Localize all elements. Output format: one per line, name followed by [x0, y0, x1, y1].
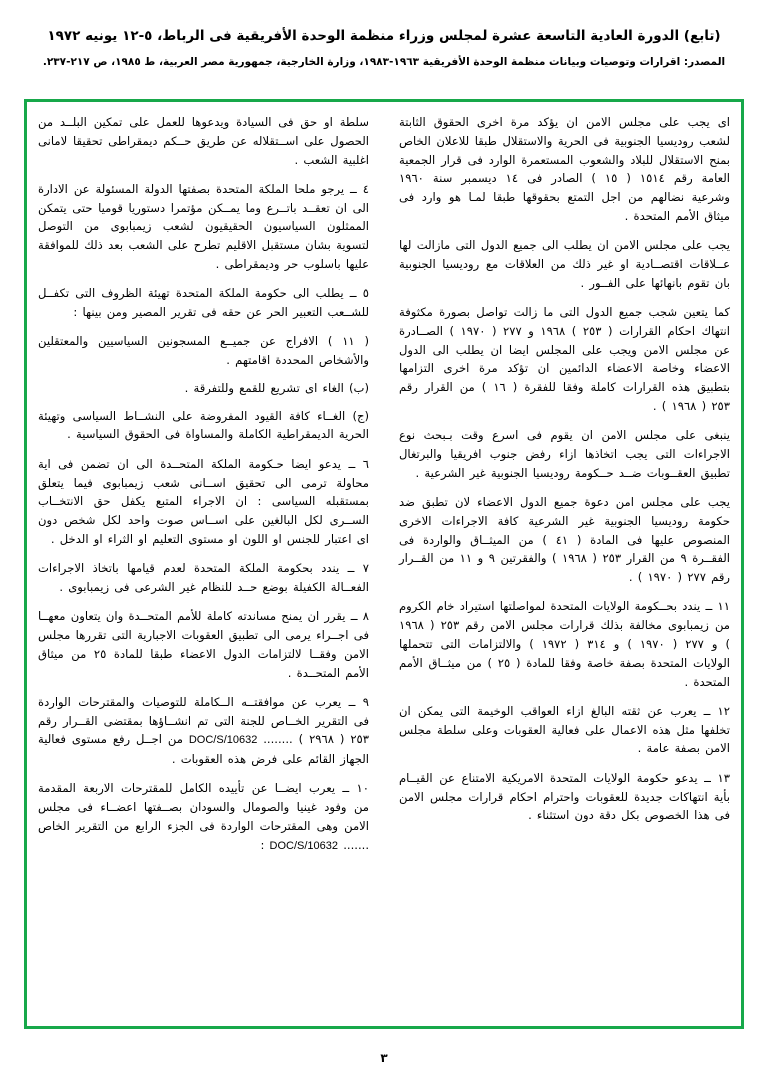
paragraph: ٥ ــ يطلب الى حكومة الملكة المتحدة تهيئة الظروف التى تكفــل للشــعب التعبير الحر عن حقه فى تقرير المصير ومن بينها :: [38, 286, 369, 320]
paragraph: (ب) الغاء اى تشريع للقمع وللتفرقة .: [184, 380, 369, 395]
page-number: ٣: [380, 1051, 388, 1065]
paragraph: اى يجب على مجلس الامن ان يؤكد مرة اخرى الحقوق الثابتة لشعب روديسيا الجنوبية فى الحرية والاستقلال طبقا للاعلان الخاص بمنح الاستقلال للبلاد والشعوب المستعمرة الوارد فى قرار الجمعية العامة رقم ١٥١٤ ( ١٥ ) الصادر فى ١٤ ديسمبر سنة ١٩٦٠ وشرعية نضالهم من اجل التمتع بحقوقها طبقا لمـا هو وارد فى ميثاق الأمم المتحدة .: [399, 115, 730, 223]
document-title: (تابع) الدورة العادية التاسعة عشرة لمجلس وزراء منظمة الوحدة الأفريقية فى الرباط، ٥-١٢ يونيه ١٩٧٢: [47, 28, 721, 44]
paragraph: ينبغى على مجلس الامن ان يقوم فى اسرع وقت بـبحث نوع الاجراءات التى يجب اتخاذها ازاء رفض جنوب افريقيا والبرتغال تطبيق العقــوبات ضــد حــكومة روديسيا الجنوبية غير الشرعية .: [399, 428, 730, 480]
paragraph: ٦ ــ يدعو ايضا حـكومة الملكة المتحــدة الى ان تضمن فى اية محاولة ترمى الى تحقيق اســانى شعب زيمبابوى فيما يتعلق بمستقبله السياسى : ان الاجراء المتبع يكفل حق الانتخــاب الســرى لكل البالغين على اســاس صوت واحد لكل شخص دون اى اعتبار للجنس او اللون او مستوى التعليم او الثراء او الدخل .: [38, 456, 369, 546]
paragraph: ١٢ ــ يعرب عن ثقته البالغ ازاء العواقب الوخيمة التى يمكن ان تخلفها مثل هذه الاعمال على فعالية العقوبات وعلى سلطة مجلس الامن بصفة عامة .: [399, 703, 730, 756]
paragraph: ٤ ــ يرجو ملحا الملكة المتحدة بصفتها الدولة المسئولة عن الادارة الى ان تعقــد باتــرع وما يمــكن مؤتمرا دستوريا قوميا حتى يتمكن الممثلون السياسيون الحقيقيون لشعب زيمبابوى من التوصل لتسوية بشان مستقبل الاقليم تطرح على الشعب بعد ذلك للموافقة عليها باسلوب حر وديمقراطى .: [38, 181, 369, 271]
paragraph: سلطة او حق فى السيادة ويدعوها للعمل على تمكين البلــد من الحصول على اســتقلاله عن طريق حــكم ديمقراطى تحقيقا لامانى اغلبية الشعب .: [38, 115, 369, 167]
page-header: [0, 0, 768, 71]
paragraph: يجب على مجلس امن دعوة جميع الدول الاعضاء لان تطبق ضد حكومة روديسيا الجنوبية غير الشرعية كافة الاجراءات الاخرى المنصوص عليها فى المادة ( ٤١ ) من الميثــاق والواردة فى الفقــرة ٩ من القرار ٢٥٣ ( ١٩٦٨ ) والفقرتين ٩ و ١١ من القــرار رقم ٢٧٧ ( ١٩٧٠ ) .: [399, 495, 730, 585]
paragraph: ١٣ ــ يدعو حكومة الولايات المتحدة الامريكية الامتناع عن القيــام بأية انتهاكات جديدة للعقوبات واحترام احكام قرارات مجلس الامن فى هذا الخصوص بكل دقة دون استثناء .: [399, 770, 730, 823]
paragraph-with-doc-ref: ١٠ ــ يعرب ايضــا عن تأييده الكامل للمقترحات الاربعة المقدمة من وفود غينيا والصومال والسودان بصــفتها اعضــاء فى مجلس الامن وهى المقترحات الواردة فى الجزء الرابع من التقرير الخاص ....... DOC/S/10632 :: [38, 781, 369, 852]
two-column-body: [38, 113, 730, 1015]
paragraph: ( ١١ ) الافراج عن جميــع المسجونين السياسيين والمعتقلين والأشخاص المحددة اقامتهم .: [38, 334, 369, 368]
column-left: [38, 113, 369, 1015]
column-right: [399, 113, 730, 1015]
paragraph: (ج) الغــاء كافة القيود المفروضة على النشــاط السياسى وتهيئة الحرية الديمقراطية الكاملة والمساواة فى الحقوق السياسية .: [38, 408, 369, 442]
paragraph-with-doc-ref: ٩ ــ يعرب عن موافقتــه الــكاملة للتوصيات والمقترحات الواردة فى التقرير الخــاص للجنة التى تم انشــاؤها بمقتضى القــرار رقم ٢٥٣ ( ٢٩٦٨ ) ........ DOC/S/10632 من اجــل رفع مستوى فعالية الجهاز القائم على فرض هذه العقوبات .: [38, 694, 370, 767]
document-source: المصدر: اقرارات وتوصيات وبيانات منظمة الوحدة الأفريقية ١٩٦٣-١٩٨٣، وزارة الخارجية، جمهورية مصر العربية، ط ١٩٨٥، ص ٢١٧-٢٣٧.: [42, 56, 726, 69]
paragraph: ١١ ــ يندد بحــكومة الولايات المتحدة لمواصلتها استيراد خام الكروم من زيمبابوى مخالفة بذلك قرارات مجلس الامن رقم ٢٥٣ ( ١٩٦٨ ) و ٢٧٧ ( ١٩٧٠ ) و ٣١٤ ( ١٩٧٢ ) والالتزامات التى تتحملها الولايات المتحدة بصفة خاصة وفقا للمادة ( ٢٥ ) من ميثــاق الأمم المتحدة .: [399, 599, 730, 689]
paragraph: كما يتعين شجب جميع الدول التى ما زالت تواصل بصورة مكثوفة انتهاك احكام القرارات ( ٢٥٣ ) ١٩٦٨ و ٢٧٧ ( ١٩٧٠ ) الصــادرة عن مجلس الامن ويجب على المجلس ايضا ان يطلب الى الدول الاعضاء وخاصة الاعضاء الدائمين ان تؤكد مرة اخرى التزامها بتطبيق هذه القرارات كاملة وفقا للفقرة ( ١٦ ) من القرار رقم ٢٥٣ ( ١٩٦٨ ) .: [399, 305, 730, 413]
paragraph: ٧ ــ يندد بحكومة الملكة المتحدة لعدم قيامها باتخاذ الاجراءات الفعــالة الكفيلة بوضع حــد للنظام غير الشرعى فى زيمبابوى .: [38, 561, 369, 594]
paragraph: ٨ ــ يقرر ان يمنح مساندته كاملة للأمم المتحــدة وان يتعاون معهــا فى اجــراء يرمى الى تطبيق العقوبات الاجبارية التى تقررها مجلس الامن وفقــا لالتزامات الدول الاعضاء طبقا للمادة ٢٥ من ميثاق الأمم المتحــدة .: [38, 609, 369, 680]
paragraph: يجب على مجلس الامن ان يطلب الى جميع الدول التى مازالت لها عــلاقات اقتصــادية او غير ذلك من العلاقات مع روديسيا الجنوبية بان تقوم بانهائها على الفــور .: [399, 238, 730, 290]
